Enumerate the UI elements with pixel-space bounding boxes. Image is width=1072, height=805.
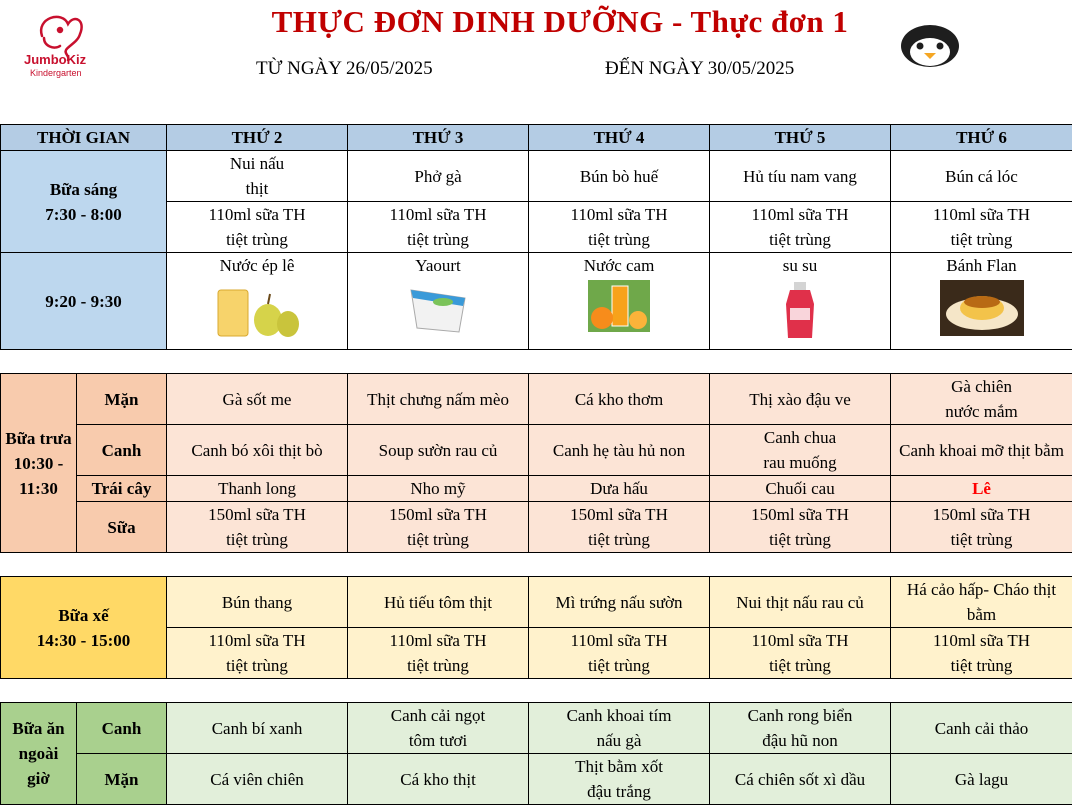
extra-row-name: Mặn: [77, 754, 167, 805]
menu-cell: 110ml sữa TH tiệt trùng: [710, 628, 891, 679]
brand-subtitle: Kindergarten: [30, 68, 82, 78]
extra-row-canh: [1, 703, 1072, 754]
snack-cell: Bánh Flan: [891, 253, 1072, 350]
snack-cell: Nước cam: [529, 253, 710, 350]
col-fri: THỨ 6: [891, 125, 1072, 151]
snack-cell: Nước ép lê: [167, 253, 348, 350]
menu-cell: Nui nấu thịt: [167, 151, 348, 202]
menu-cell: Nho mỹ: [348, 476, 529, 502]
date-to: ĐẾN NGÀY 30/05/2025: [605, 58, 794, 80]
menu-cell: 110ml sữa TH tiệt trùng: [167, 628, 348, 679]
lunch-row-man: [1, 374, 1072, 425]
menu-cell: 110ml sữa TH tiệt trùng: [529, 202, 710, 253]
menu-cell: 150ml sữa TH tiệt trùng: [891, 502, 1072, 553]
menu-cell: Canh bí xanh: [167, 703, 348, 754]
menu-cell: Há cảo hấp- Cháo thịt bằm: [891, 577, 1072, 628]
menu-cell: 110ml sữa TH tiệt trùng: [348, 202, 529, 253]
col-tue: THỨ 3: [348, 125, 529, 151]
flan-icon: [940, 280, 1024, 336]
menu-cell: Dưa hấu: [529, 476, 710, 502]
spacer-row: [1, 350, 1072, 374]
menu-cell: Cá kho thịt: [348, 754, 529, 805]
lunch-row-milk: [1, 502, 1072, 553]
menu-cell: Canh chua rau muống: [710, 425, 891, 476]
yogurt-drink-icon: [780, 280, 820, 342]
spacer-row: [1, 553, 1072, 577]
menu-cell: Thịt bằm xốt đậu trắng: [529, 754, 710, 805]
lunch-label: Bữa trưa 10:30 - 11:30: [1, 374, 77, 553]
menu-cell-highlight: Lê: [891, 476, 1072, 502]
menu-cell: Thịt chưng nấm mèo: [348, 374, 529, 425]
menu-cell: 110ml sữa TH tiệt trùng: [167, 202, 348, 253]
snack-cell: Yaourt: [348, 253, 529, 350]
penguin-icon: [900, 24, 960, 68]
extra-row-name: Canh: [77, 703, 167, 754]
menu-cell: Thị xào đậu ve: [710, 374, 891, 425]
afternoon-label: Bữa xế 14:30 - 15:00: [1, 577, 167, 679]
menu-cell: Canh rong biển đậu hũ non: [710, 703, 891, 754]
menu-table: [0, 124, 1072, 805]
yogurt-cup-icon: [403, 280, 473, 340]
lunch-row-name: Mặn: [77, 374, 167, 425]
snack-row: [1, 253, 1072, 350]
col-thu: THỨ 5: [710, 125, 891, 151]
snack-cell: su su: [710, 253, 891, 350]
menu-cell: Gà lagu: [891, 754, 1072, 805]
extra-label: Bữa ăn ngoài giờ: [1, 703, 77, 805]
lunch-row-name: Canh: [77, 425, 167, 476]
menu-cell: Gà sốt me: [167, 374, 348, 425]
menu-cell: 110ml sữa TH tiệt trùng: [891, 628, 1072, 679]
page-title: THỰC ĐƠN DINH DƯỠNG - Thực đơn 1: [200, 4, 920, 40]
col-time: THỜI GIAN: [1, 125, 167, 151]
menu-cell: Bún bò huế: [529, 151, 710, 202]
menu-cell: Cá chiên sốt xì dầu: [710, 754, 891, 805]
menu-cell: Cá kho thơm: [529, 374, 710, 425]
menu-cell: Canh hẹ tàu hủ non: [529, 425, 710, 476]
col-mon: THỨ 2: [167, 125, 348, 151]
afternoon-main-row: [1, 577, 1072, 628]
col-wed: THỨ 4: [529, 125, 710, 151]
breakfast-main-row: [1, 151, 1072, 202]
menu-cell: 150ml sữa TH tiệt trùng: [710, 502, 891, 553]
menu-cell: Phở gà: [348, 151, 529, 202]
breakfast-label: Bữa sáng 7:30 - 8:00: [1, 151, 167, 253]
menu-cell: Chuối cau: [710, 476, 891, 502]
menu-cell: Canh khoai tím nấu gà: [529, 703, 710, 754]
menu-cell: 110ml sữa TH tiệt trùng: [891, 202, 1072, 253]
menu-cell: 150ml sữa TH tiệt trùng: [348, 502, 529, 553]
lunch-row-fruit: [1, 476, 1072, 502]
menu-cell: Gà chiên nước mắm: [891, 374, 1072, 425]
header-row: [1, 125, 1072, 151]
menu-cell: 150ml sữa TH tiệt trùng: [167, 502, 348, 553]
lunch-row-canh: [1, 425, 1072, 476]
menu-cell: Canh bó xôi thịt bò: [167, 425, 348, 476]
pear-juice-icon: [212, 280, 302, 340]
date-from: TỪ NGÀY 26/05/2025: [256, 58, 433, 80]
menu-cell: Hủ tiếu tôm thịt: [348, 577, 529, 628]
menu-cell: Bún thang: [167, 577, 348, 628]
menu-cell: Cá viên chiên: [167, 754, 348, 805]
orange-juice-icon: [588, 280, 650, 332]
brand-name: JumboKiz: [24, 52, 86, 67]
menu-cell: Bún cá lóc: [891, 151, 1072, 202]
menu-cell: Nui thịt nấu rau củ: [710, 577, 891, 628]
menu-cell: Mì trứng nấu sườn: [529, 577, 710, 628]
menu-cell: Thanh long: [167, 476, 348, 502]
menu-cell: Hủ tíu nam vang: [710, 151, 891, 202]
menu-cell: Canh cải thảo: [891, 703, 1072, 754]
lunch-row-name: Trái cây: [77, 476, 167, 502]
snack-time-label: 9:20 - 9:30: [1, 253, 167, 350]
menu-cell: Canh khoai mỡ thịt bằm: [891, 425, 1072, 476]
lunch-row-name: Sữa: [77, 502, 167, 553]
menu-cell: Soup sườn rau củ: [348, 425, 529, 476]
menu-cell: 110ml sữa TH tiệt trùng: [348, 628, 529, 679]
menu-cell: 150ml sữa TH tiệt trùng: [529, 502, 710, 553]
menu-cell: Canh cải ngọt tôm tươi: [348, 703, 529, 754]
menu-cell: 110ml sữa TH tiệt trùng: [710, 202, 891, 253]
menu-cell: 110ml sữa TH tiệt trùng: [529, 628, 710, 679]
spacer-row: [1, 679, 1072, 703]
